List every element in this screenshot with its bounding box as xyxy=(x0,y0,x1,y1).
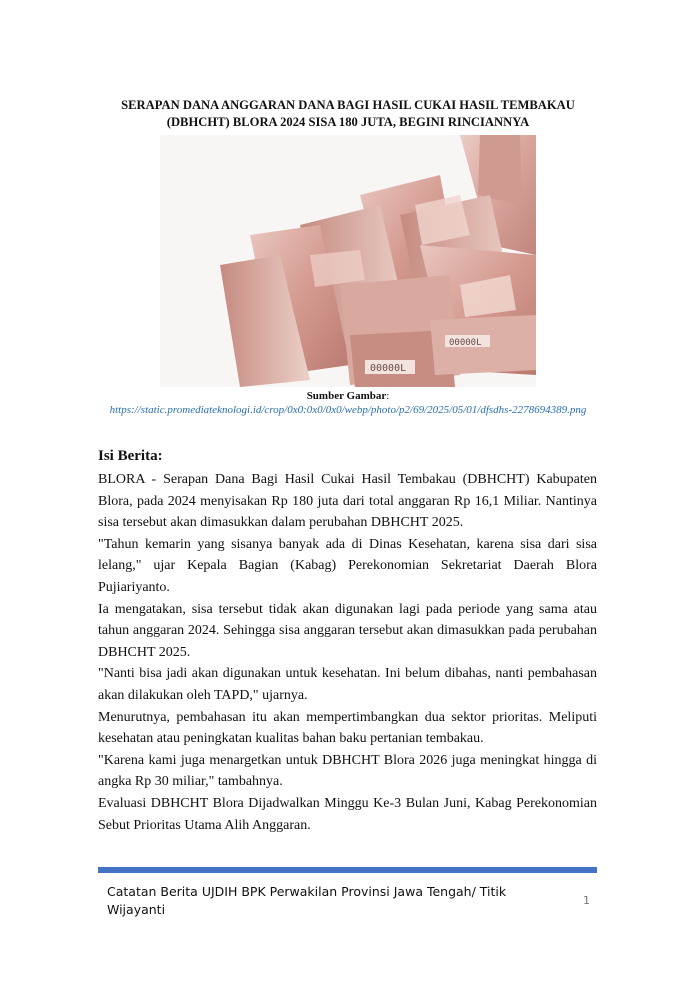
note-serial-2: 00000L xyxy=(449,338,482,348)
image-caption xyxy=(98,389,598,417)
page-number: 1 xyxy=(583,894,590,907)
banknotes-photo xyxy=(160,135,536,387)
article-body xyxy=(98,469,597,836)
caption-label: Sumber Gambar xyxy=(306,390,387,402)
caption-url-link[interactable]: https://static.promediateknologi.id/crop/0x0:0x0/0x0/webp/photo/p2/69/2025/05/01/dfsdhs-2278694389.png xyxy=(109,404,587,416)
document-title: SERAPAN DANA ANGGARAN DANA BAGI HASIL CUKAI HASIL TEMBAKAU (DBHCHT) BLORA 2024 SISA 180 JUTA, BEGINI RINCIANNYA xyxy=(121,98,575,129)
paragraph: "Nanti bisa jadi akan digunakan untuk kesehatan. Ini belum dibahas, nanti pembahasan akan dilakukan oleh TAPD," ujarnya. xyxy=(98,666,597,703)
paragraph: Menurutnya, pembahasan itu akan mempertimbangkan dua sektor prioritas. Meliputi kesehatan atau peningkatan kualitas bahan baku pertanian tembakau. xyxy=(98,709,597,747)
section-heading: Isi Berita: xyxy=(98,448,163,464)
note-serial: 00000L xyxy=(370,363,407,374)
footer-text: Catatan Berita UJDIH BPK Perwakilan Provinsi Jawa Tengah/ Titik Wijayanti xyxy=(107,884,507,917)
paragraph: "Tahun kemarin yang sisanya banyak ada di Dinas Kesehatan, karena sisa dari sisa lelang," ujar Kepala Bagian (Kabag) Perekonomian Sekretariat Daerah Blora Pujiariyanto. xyxy=(98,536,597,595)
caption-colon: : xyxy=(386,390,390,402)
paragraph: Evaluasi DBHCHT Blora Dijadwalkan Minggu Ke-3 Bulan Juni, Kabag Perekonomian Sebut Prioritas Utama Alih Anggaran. xyxy=(98,795,597,833)
paragraph: BLORA - Serapan Dana Bagi Hasil Cukai Hasil Tembakau (DBHCHT) Kabupaten Blora, pada 2024 menyisakan Rp 180 juta dari total anggaran Rp 16,1 Miliar. Nantinya sisa tersebut akan dimasukkan dalam perubahan DBHCHT 2025. xyxy=(98,472,597,531)
paragraph: "Karena kami juga menargetkan untuk DBHCHT Blora 2026 juga meningkat hingga di angka Rp 30 miliar," tambahnya. xyxy=(98,752,597,790)
paragraph: Ia mengatakan, sisa tersebut tidak akan digunakan lagi pada periode yang sama atau tahun anggaran 2024. Sehingga sisa anggaran tersebut akan dimasukkan pada perubahan DBHCHT 2025. xyxy=(98,601,597,660)
banknotes-illustration xyxy=(160,135,536,387)
footer-divider xyxy=(98,867,597,873)
